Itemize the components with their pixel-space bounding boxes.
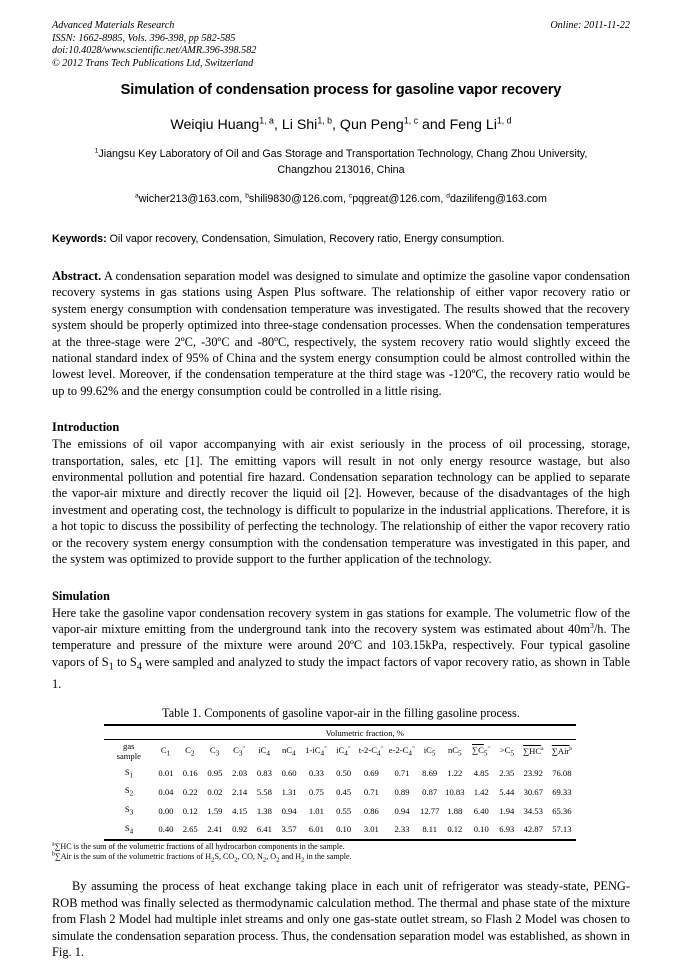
- column-header-base: iC: [336, 744, 345, 755]
- table-cell: 0.02: [207, 786, 223, 797]
- author-name: Weiqiu Huang: [170, 117, 260, 133]
- column-header-subscript: 5: [431, 749, 436, 758]
- column-header-subscript: 4: [344, 749, 348, 758]
- column-header-C2: [177, 743, 202, 760]
- column-headers-row: [154, 743, 576, 760]
- column-header-nC5: [442, 743, 468, 760]
- abstract-text: A condensation separation model was designed to simulate and optimize the gasoline vapor condensation recovery systems in gas stations using Aspen Plus software. The relationship of either vapor recovery ratio or system energy consumption with condensation temperature was investigated. The results showed that the recovery system should be properly optimized into three-stage condensation processes. When the condensation temperatures at the three-stage were 2ºC, -30ºC and -80ºC, respectively, the system recovery ratio would slightly exceed the national standard index of 95% of China and the system energy consumption could be almost controlled within the lowest level. Moreover, if the condensation temperature at the third stage was -120ºC, the recovery ratio would be up to 99.62% and the energy consumption could be controlled in a little rising.: [52, 269, 630, 398]
- keywords-text: Oil vapor recovery, Condensation, Simulation, Recovery ratio, Energy consumption.: [106, 233, 505, 245]
- email-marker: c: [348, 192, 353, 200]
- column-header-iC4=: [331, 743, 356, 760]
- journal-name: Advanced Materials Research: [52, 20, 175, 31]
- column-header-superscript: =: [347, 745, 351, 752]
- chemical-subscript: 2: [301, 857, 305, 865]
- column-headers-cell: [154, 740, 576, 764]
- table-cell: 0.10: [331, 820, 356, 840]
- row-sample-label: $S_1$: [124, 766, 134, 780]
- simulation-text-mid2: to S: [113, 654, 137, 669]
- table-cell: 57.13: [548, 820, 576, 840]
- author-affiliation-marker: 1, d: [496, 115, 512, 126]
- table-cell: 10.83: [445, 786, 465, 797]
- table-cell: 0.69: [363, 768, 379, 779]
- keywords: [52, 233, 630, 245]
- column-header-subscript: 4: [408, 749, 412, 758]
- volumetric-fraction-spanner: Volumetric fraction, %: [154, 725, 576, 740]
- column-header-superscript: =: [487, 745, 491, 752]
- stub-header-line1: gas: [123, 741, 135, 751]
- table-cell: 5.44: [499, 786, 515, 797]
- author-list: Weiqiu Huang$^{1, a}$, Li Shi$^{1, b}$, Qun Peng$^{1, c}$ and Feng Li$^{1, d}$: [170, 115, 512, 133]
- table-cell: 8.11: [417, 820, 442, 840]
- sample-subscript-4: 4: [136, 661, 142, 673]
- author-affiliation-marker: 1, b: [317, 115, 333, 126]
- table-row: [104, 764, 576, 783]
- table-cell: 0.00: [158, 805, 174, 816]
- table-cell: 1.01: [308, 805, 324, 816]
- table-cell: 0.10: [468, 820, 495, 840]
- column-header-superscript: =: [324, 745, 328, 752]
- column-header-base: ∑HC: [523, 746, 542, 757]
- table-body: [104, 740, 576, 764]
- online-date: Online: 2011-11-22: [550, 20, 630, 31]
- column-header-base: ∑Air: [551, 746, 570, 757]
- table-cell: 0.22: [182, 786, 198, 797]
- column-header-subscript: 3: [238, 749, 243, 758]
- table-cell: 0.01: [158, 768, 174, 779]
- column-header-1-iC4=: [301, 743, 331, 760]
- affiliation: [78, 147, 604, 178]
- column-header-base: >C: [499, 744, 511, 755]
- column-header-superscript: =: [242, 745, 246, 752]
- author-name: Feng Li: [449, 117, 497, 133]
- keywords-label: Keywords:: [52, 233, 107, 245]
- table-cell: 0.71: [394, 768, 410, 779]
- footnote-a-text: ∑HC is the sum of the volumetric fractions of all hydrocarbon components in the sample.: [54, 842, 345, 851]
- column-header-subscript: 5: [483, 749, 488, 758]
- column-header-iC5: [417, 743, 442, 760]
- data-rows-body: [104, 764, 576, 840]
- column-header-subscript: 5: [458, 749, 462, 758]
- column-header-base: ∑C: [472, 744, 484, 755]
- table-container: [104, 724, 576, 841]
- table-cell: 0.94: [394, 805, 410, 816]
- stub-header-line2: sample: [116, 750, 141, 761]
- column-header-subscript: 4: [292, 749, 296, 758]
- table-cell: 0.71: [363, 786, 379, 797]
- table-cell: 1.88: [447, 805, 463, 816]
- column-header-base: C: [185, 744, 191, 755]
- column-header-base: C: [160, 744, 167, 755]
- footnote-a: [52, 842, 630, 852]
- table-cell: 69.33: [552, 786, 572, 797]
- column-header-superscript: =: [411, 745, 415, 752]
- table-row: [104, 820, 576, 840]
- doi-line: doi:10.4028/www.scientific.net/AMR.396-398.582: [52, 45, 257, 57]
- table-column-header-row: [104, 740, 576, 764]
- column-header-subscript: 4: [376, 749, 381, 758]
- table-cell: 30.67: [523, 786, 543, 797]
- issn-line: ISSN: 1662-8985, Vols. 396-398, pp 582-585: [52, 32, 236, 44]
- column-header-subscript: 3: [215, 749, 220, 758]
- table-cell: 0.89: [394, 786, 410, 797]
- row-sample-index: 3: [129, 808, 134, 817]
- row-sample-index: 4: [129, 827, 134, 836]
- table-cell: 1.42: [473, 786, 489, 797]
- column-header-base: e-2-C: [388, 744, 409, 755]
- stub-spacer: [104, 725, 154, 740]
- column-header-iC4: [252, 743, 277, 760]
- column-header-base: nC: [447, 744, 458, 755]
- table-row: [104, 801, 576, 820]
- table-cell: 8.69: [422, 768, 438, 779]
- table-cell: 76.08: [552, 768, 572, 779]
- column-header-subscript: 5: [510, 749, 514, 758]
- column-header-C3=: [227, 743, 252, 760]
- column-header-superscript: b: [569, 746, 573, 753]
- section-heading-simulation: Simulation: [52, 588, 110, 603]
- table-cell: 3.01: [356, 820, 387, 840]
- column-header-C3: [202, 743, 227, 760]
- simulation-paragraph: [52, 605, 630, 693]
- table-cell: 1.31: [281, 786, 297, 797]
- table-cell: 0.33: [308, 768, 324, 779]
- column-header-base: nC: [282, 744, 293, 755]
- author-name: Li Shi: [281, 117, 318, 133]
- cubic-meter-exponent: 3: [590, 620, 594, 630]
- author-affiliation-marker: 1, c: [403, 115, 419, 126]
- affiliation-marker: 1: [94, 147, 99, 155]
- email-address[interactable]: dazilifeng@163.com: [449, 193, 547, 205]
- table-cell: 0.16: [182, 768, 198, 779]
- table-cell: 2.65: [178, 820, 203, 840]
- table-cell: 0.12: [442, 820, 468, 840]
- table-cell: 2.41: [203, 820, 228, 840]
- table-cell: 65.36: [552, 805, 572, 816]
- column-header-superscript: =: [380, 745, 384, 752]
- footnote-a-marker: a: [52, 841, 55, 848]
- row-sample-index: 2: [129, 790, 134, 799]
- column-header-subscript: 4: [320, 749, 325, 758]
- table-cell: 4.15: [232, 805, 248, 816]
- email-marker: d: [446, 192, 450, 200]
- column-header-base: t-2-C: [358, 744, 377, 755]
- table-cell: 0.55: [336, 805, 352, 816]
- email-marker: b: [245, 192, 249, 200]
- table-cell: 6.41: [252, 820, 277, 840]
- column-header-nC4: [276, 743, 301, 760]
- column-header-∑HC: [519, 743, 548, 760]
- simulation-text-mid: /h. The temperature and pressure of the mixture were around 20ºC and 103.15kPa, respectively. Four typical gasoline vapors of S: [52, 621, 630, 669]
- chemical-subscript: 2: [276, 857, 280, 865]
- table-cell: 0.04: [158, 786, 174, 797]
- column-header-superscript: a: [541, 746, 544, 753]
- table-cell: 6.40: [473, 805, 489, 816]
- table-cell: 2.03: [232, 768, 248, 779]
- table-cell: 5.58: [256, 786, 272, 797]
- email-address[interactable]: wicher213@163.com: [138, 193, 240, 205]
- column-header-base: C: [209, 744, 216, 755]
- table-cell: 0.40: [154, 820, 178, 840]
- column-header-subscript: 4: [266, 749, 270, 758]
- table-cell: 1.22: [447, 768, 463, 779]
- column-header-base: C: [233, 744, 239, 755]
- abstract: [52, 268, 630, 399]
- email-address[interactable]: pqgreat@126.com: [352, 193, 441, 205]
- copyright-line: © 2012 Trans Tech Publications Ltd, Switzerland: [52, 57, 254, 69]
- table-spanner-row: [104, 725, 576, 740]
- stub-header: [104, 740, 154, 764]
- abstract-label: Abstract.: [52, 269, 102, 283]
- sample-subscript-1: 1: [108, 661, 114, 673]
- table-cell: 1.94: [499, 805, 515, 816]
- simulation-text-post: were sampled and analyzed to study the impact factors of vapor recovery ratio, as shown in Table 1.: [52, 654, 630, 691]
- table-cell: 1.38: [256, 805, 272, 816]
- column-header-base: 1-iC: [305, 744, 321, 755]
- table-cell: 0.50: [336, 768, 352, 779]
- email-address[interactable]: shili9830@126.com: [248, 193, 343, 205]
- column-header-C1: [154, 743, 178, 760]
- table-cell: 0.94: [281, 805, 297, 816]
- table-cell: 6.93: [495, 820, 519, 840]
- author-name: Qun Peng: [339, 117, 404, 133]
- column-header->C5: [495, 743, 519, 760]
- table-cell: 0.75: [308, 786, 324, 797]
- column-header-subscript: 1: [166, 749, 171, 758]
- table-row: [104, 782, 576, 801]
- table-cell: 0.83: [256, 768, 272, 779]
- table-footnotes: [52, 842, 630, 866]
- page-title: Simulation of condensation process for gasoline vapor recovery: [120, 82, 562, 98]
- row-sample-label: $S_3$: [124, 804, 134, 817]
- table-cell: 12.77: [420, 805, 440, 816]
- affiliation-text: Jiangsu Key Laboratory of Oil and Gas Storage and Transportation Technology, Chang Zhou University, Changzhou 213016, China: [98, 148, 588, 176]
- column-header-base: iC: [423, 744, 432, 755]
- table-cell: 0.60: [281, 768, 297, 779]
- introduction-paragraph: The emissions of oil vapor accompanying with air exist seriously in the process of oil processing, storage, transportation, sales, etc [1]. The emitting vapors will result in not only energy resource wastage, but also environmental pollution and potential fire hazard. Condensation separation technology can be applied to separate the vapor-air mixture and directly recover the liquid oil [2]. However, because of the disadvantages of the high investment and operating cost, the technology is difficult to popularize in the industrial applications. Therefore, it is a hot topic to discuss the possibility of perfecting the technology. The relationship of either the vapor recovery ratio or the recovery system energy consumption with the condensation temperature was investigated in this paper, and the system was optimized to provide support to the further application of the technology.: [52, 437, 630, 567]
- table-cell: 0.12: [182, 805, 198, 816]
- footnote-b-text: ∑Air is the sum of the volumetric fractions of $H_2S$, $CO_2$, CO, $N_2$, $O_2$ and $H_2$ in the sample.: [54, 852, 352, 865]
- email-marker: a: [135, 192, 139, 200]
- section-heading-introduction: Introduction: [52, 420, 120, 435]
- table-cell: 6.01: [301, 820, 331, 840]
- table-cell: 0.95: [207, 768, 223, 779]
- table-cell: 1.59: [207, 805, 223, 816]
- column-header-e-2-C4=: [387, 743, 418, 760]
- table-cell: 0.92: [227, 820, 252, 840]
- table-cell: 0.45: [336, 786, 352, 797]
- table-cell: 3.57: [277, 820, 302, 840]
- author-affiliation-marker: 1, a: [259, 115, 274, 126]
- chemical-subscript: 2: [211, 857, 215, 865]
- components-data-table: [104, 764, 576, 841]
- table-cell: 34.53: [523, 805, 543, 816]
- chemical-subscript: 2: [262, 857, 267, 865]
- chemical-subscript: 2: [234, 857, 238, 865]
- row-sample-label: $S_4$: [104, 820, 154, 840]
- column-headers-inner: [154, 743, 576, 760]
- column-header-subscript: 2: [190, 749, 195, 758]
- footnote-b: [52, 852, 630, 866]
- simulation-text-pre: Here take the gasoline vapor condensation recovery system in gas stations for example. The volumetric flow of the vapor-air mixture emitting from the underground tank into the recovery system was estimated about 40m: [52, 605, 630, 636]
- table-cell: 4.85: [473, 768, 489, 779]
- table-cell: 2.33: [387, 820, 418, 840]
- running-head: [52, 20, 630, 74]
- table-cell: 2.35: [499, 768, 515, 779]
- table-cell: 42.87: [519, 820, 548, 840]
- table-cell: 23.92: [523, 768, 543, 779]
- column-header-∑C5=: [468, 743, 495, 760]
- table-cell: 0.86: [363, 805, 379, 816]
- table-cell: 0.87: [422, 786, 438, 797]
- closing-paragraph: By assuming the process of heat exchange taking place in each unit of refrigerator was steady-state, PENG-ROB method was finally selected as thermodynamic calculation method. The thermal and phase state of the mixture from Flash 2 Model had multiple inlet streams and only one gas-state outlet stream, so Flash 2 Model was chosen to simulate the condensation separation process. Thus, the condensation separation model was established, as shown in Fig. 1.: [52, 879, 630, 960]
- table-head: [104, 725, 576, 740]
- column-header-∑Air: [548, 743, 576, 760]
- table-cell: 2.14: [232, 786, 248, 797]
- column-header-base: iC: [258, 744, 267, 755]
- row-sample-index: 1: [129, 771, 134, 780]
- footnote-b-marker: b: [52, 851, 55, 858]
- email-list: $^a$wicher213@163.com, $^b$shili9830@126.com, $^c$pqgreat@126.com, $^d$dazilifeng@163.com: [135, 192, 547, 205]
- row-sample-label: $S_2$: [124, 785, 134, 799]
- components-table: [104, 724, 576, 764]
- table-caption: Table 1. Components of gasoline vapor-air in the filling gasoline process.: [162, 706, 520, 720]
- column-header-t-2-C4=: [356, 743, 387, 760]
